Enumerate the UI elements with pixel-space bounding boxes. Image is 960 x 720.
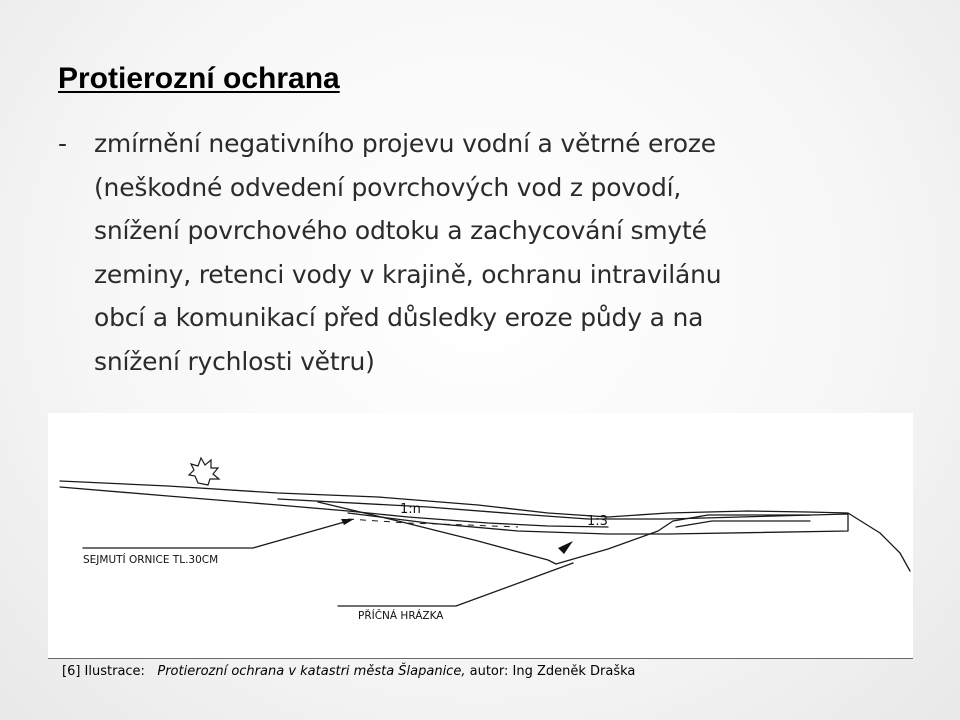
bullet-paragraph [58, 122, 878, 383]
caption-divider [48, 658, 913, 659]
dam-label: PŘÍČNÁ HRÁZKA [358, 610, 444, 622]
bullet-dash: - [58, 129, 67, 158]
caption-ref: [6] Ilustrace: [62, 664, 145, 679]
bullet-line-1: zmírnění negativního projevu vodní a větrné eroze [94, 129, 716, 158]
topsoil-label: SEJMUTÍ ORNICE TL.30CM [83, 554, 219, 566]
topsoil-leader-line [83, 521, 348, 548]
bullet-line-3: snížení povrchového odtoku a zachycování smyté [94, 216, 707, 245]
cross-section-drawing [48, 413, 913, 658]
slide-title: Protierozní ochrana [58, 62, 340, 95]
dam-inner-edge [676, 521, 810, 527]
berm-outline [278, 499, 848, 534]
ditch-arrowhead [558, 541, 573, 554]
slope-label-13: 1:3 [587, 514, 608, 529]
bullet-line-5: obcí a komunikací před důsledky eroze půdy a na [94, 303, 704, 332]
bullet-line-2: (neškodné odvedení povrchových vod z povodí, [94, 172, 682, 202]
topsoil-arrowhead [341, 519, 354, 525]
caption-author: autor: Ing Zdeněk Draška [469, 664, 636, 679]
caption-title: Protierozní ochrana v katastri města Šlapanice, [157, 664, 466, 679]
slope-label-1n: 1:n [400, 502, 421, 517]
bullet-line-4: zeminy, retenci vody v krajině, ochranu intravilánu [94, 259, 722, 289]
figure-caption [62, 664, 635, 679]
stripped-surface-line [60, 487, 608, 527]
bullet-line-6: snížení rychlosti větru) [94, 346, 375, 376]
cross-section-svg [48, 413, 913, 658]
dam-leader-line [456, 563, 573, 606]
shrub-icon [189, 458, 219, 485]
ditch-right-slope [556, 521, 673, 564]
